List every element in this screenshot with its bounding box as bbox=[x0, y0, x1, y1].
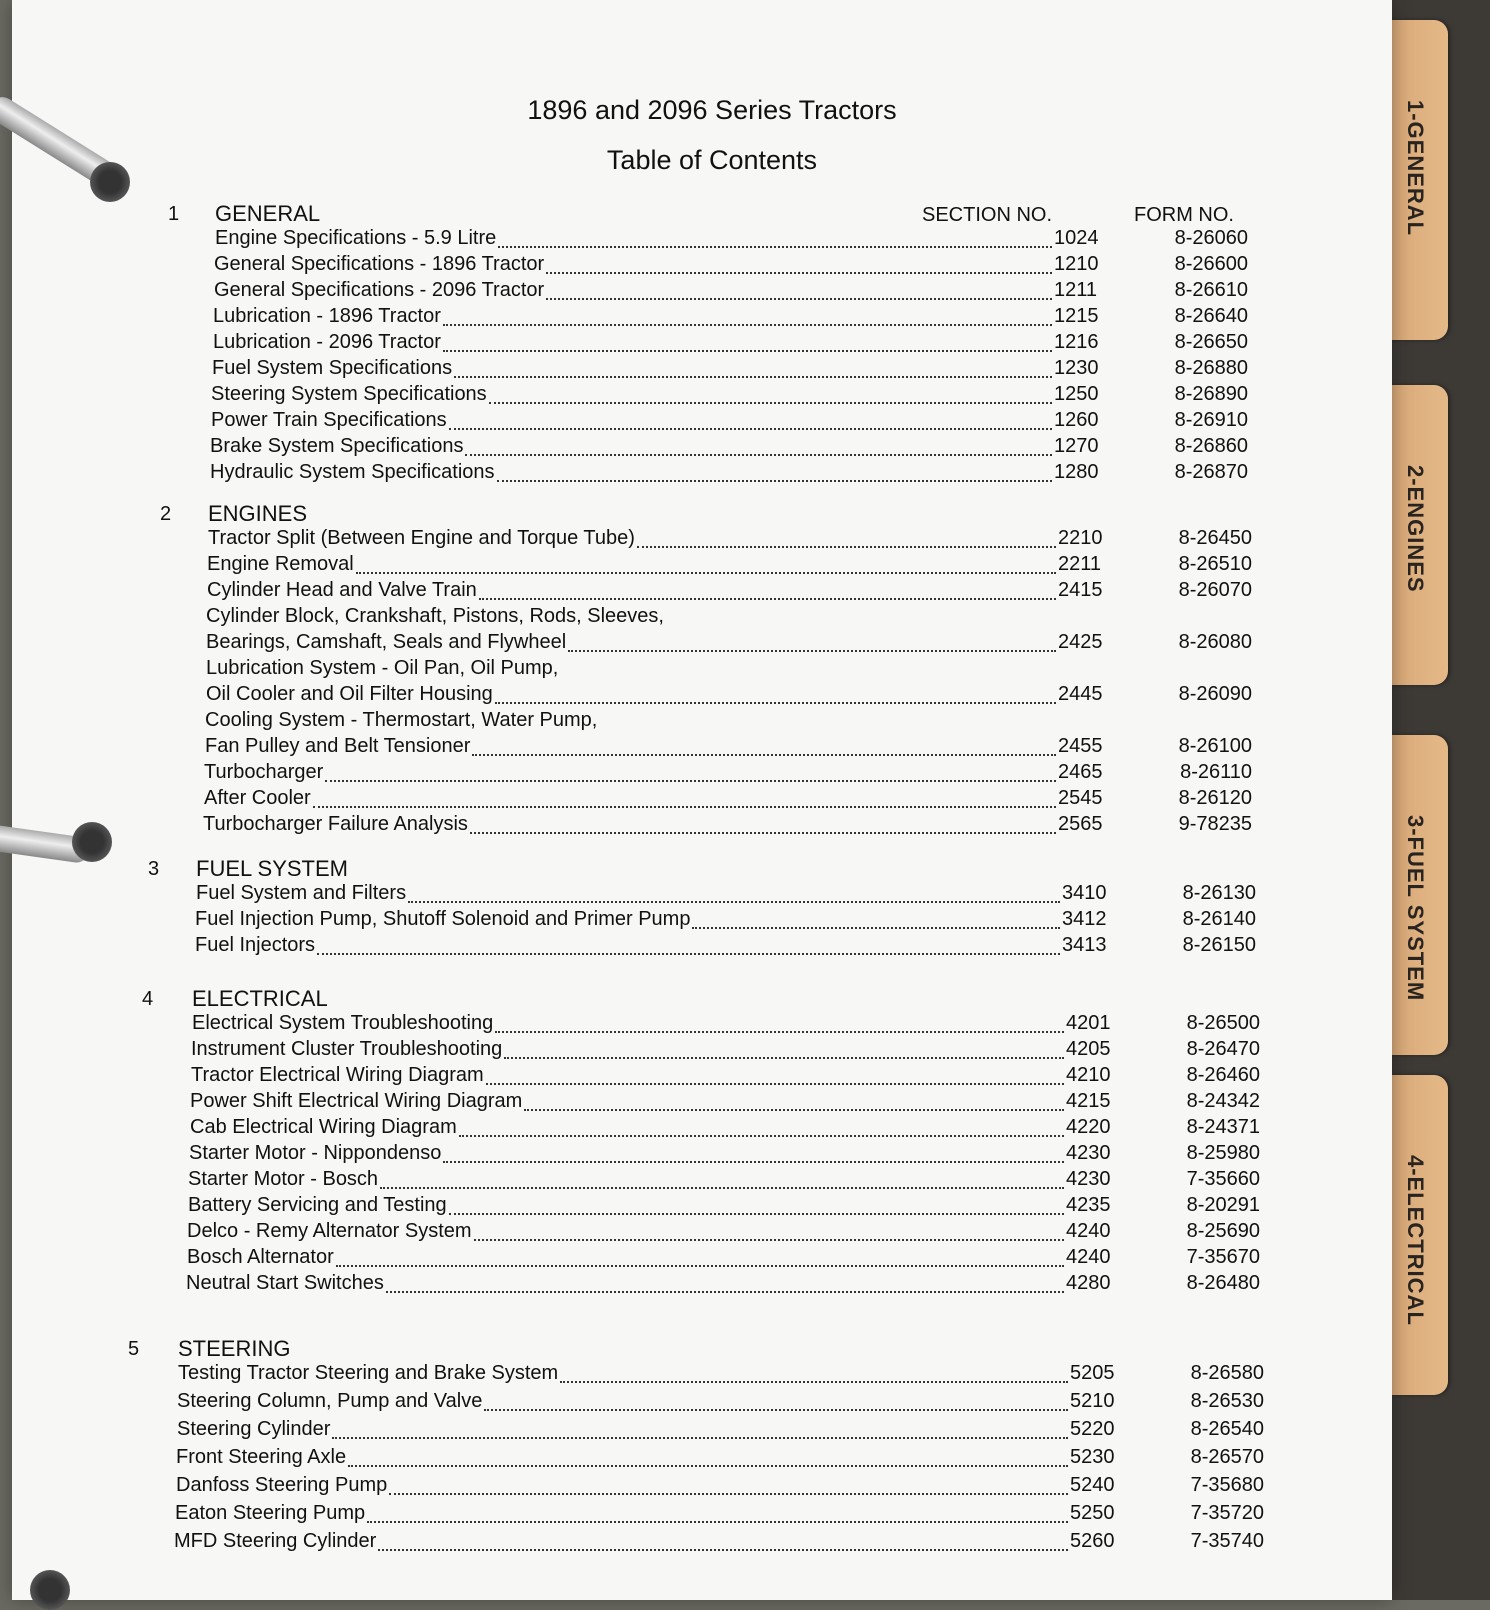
toc-entry[interactable] bbox=[192, 1012, 1260, 1038]
toc-entry-label: Testing Tractor Steering and Brake System bbox=[178, 1362, 559, 1384]
leader-dots bbox=[504, 1043, 1064, 1059]
toc-section-number: 2210 bbox=[1058, 527, 1103, 549]
leader-dots bbox=[692, 913, 1060, 929]
toc-entry[interactable] bbox=[190, 1090, 1260, 1116]
leader-dots bbox=[380, 1173, 1064, 1189]
toc-entry-label: Oil Cooler and Oil Filter Housing bbox=[206, 683, 493, 705]
toc-section-number: 5240 bbox=[1070, 1474, 1115, 1496]
toc-entry-label: Instrument Cluster Troubleshooting bbox=[191, 1038, 503, 1060]
toc-entry-label: Tractor Split (Between Engine and Torque Tube) bbox=[208, 527, 635, 549]
leader-dots bbox=[560, 1367, 1068, 1383]
toc-entry-label-line: Cooling System - Thermostart, Water Pump, bbox=[205, 709, 598, 731]
toc-form-number: 8-26060 bbox=[1174, 227, 1248, 249]
toc-section-number: 3412 bbox=[1062, 908, 1107, 930]
toc-entry-label: Engine Specifications - 5.9 Litre bbox=[215, 227, 497, 249]
leader-dots bbox=[470, 818, 1056, 834]
toc-entry-label: Cylinder Head and Valve Train bbox=[207, 579, 477, 601]
toc-form-number: 8-26500 bbox=[1186, 1012, 1260, 1034]
toc-entry[interactable] bbox=[206, 683, 1252, 709]
toc-entry-label: Turbocharger bbox=[204, 761, 324, 783]
tab-label: 4-ELECTRICAL bbox=[1403, 1155, 1428, 1326]
leader-dots bbox=[348, 1451, 1068, 1467]
toc-form-number: 8-26120 bbox=[1178, 787, 1252, 809]
toc-entry-label: General Specifications - 1896 Tractor bbox=[214, 253, 545, 275]
toc-entry[interactable] bbox=[187, 1220, 1260, 1246]
toc-form-number: 8-26860 bbox=[1174, 435, 1248, 457]
toc-entry[interactable] bbox=[186, 1272, 1260, 1298]
toc-entry[interactable] bbox=[211, 409, 1248, 435]
tab-electrical[interactable] bbox=[1388, 1075, 1448, 1395]
toc-form-number: 8-26090 bbox=[1178, 683, 1252, 705]
toc-entry[interactable] bbox=[177, 1390, 1264, 1416]
tab-label: 3-FUEL SYSTEM bbox=[1403, 815, 1428, 1002]
tab-label: 2-ENGINES bbox=[1403, 465, 1428, 593]
toc-entry-label: After Cooler bbox=[204, 787, 311, 809]
leader-dots bbox=[317, 939, 1060, 955]
toc-form-number: 7-35670 bbox=[1186, 1246, 1260, 1268]
toc-section-number: 2425 bbox=[1058, 631, 1103, 653]
toc-entry[interactable] bbox=[178, 1362, 1264, 1388]
document-title: 1896 and 2096 Series Tractors bbox=[527, 95, 897, 125]
toc-entry[interactable] bbox=[191, 1038, 1260, 1064]
leader-dots bbox=[524, 1095, 1064, 1111]
toc-form-number: 8-26100 bbox=[1178, 735, 1252, 757]
toc-section-number: 4205 bbox=[1066, 1038, 1111, 1060]
toc-form-number: 9-78235 bbox=[1178, 813, 1252, 835]
toc-entry-label: Bearings, Camshaft, Seals and Flywheel bbox=[206, 631, 567, 653]
toc-entry-label: Delco - Remy Alternator System bbox=[187, 1220, 472, 1242]
toc-form-number: 8-26110 bbox=[1180, 761, 1252, 783]
toc-section-number: 4201 bbox=[1066, 1012, 1111, 1034]
toc-entry[interactable] bbox=[208, 527, 1252, 553]
toc-form-number: 8-24371 bbox=[1186, 1116, 1260, 1138]
toc-entry-label: Starter Motor - Nippondenso bbox=[189, 1142, 442, 1164]
tab-label: 1-GENERAL bbox=[1403, 100, 1428, 237]
leader-dots bbox=[356, 558, 1056, 574]
toc-form-number: 8-26650 bbox=[1174, 331, 1248, 353]
leader-dots bbox=[336, 1251, 1064, 1267]
toc-form-number: 8-26540 bbox=[1190, 1418, 1264, 1440]
toc-entry-label: Lubrication - 2096 Tractor bbox=[213, 331, 441, 353]
leader-dots bbox=[449, 414, 1052, 430]
toc-section-number: 2415 bbox=[1058, 579, 1103, 601]
toc-form-number: 8-20291 bbox=[1186, 1194, 1260, 1216]
toc-entry[interactable] bbox=[214, 253, 1248, 279]
leader-dots bbox=[443, 1147, 1064, 1163]
toc-entry-label: Fuel System and Filters bbox=[196, 882, 407, 904]
toc-entry[interactable] bbox=[190, 1116, 1260, 1142]
toc-section-number: 4215 bbox=[1066, 1090, 1111, 1112]
toc-entry[interactable] bbox=[205, 735, 1252, 761]
toc-form-number: 7-35740 bbox=[1190, 1530, 1264, 1552]
toc-entry[interactable] bbox=[210, 461, 1248, 487]
toc-entry-label: Steering System Specifications bbox=[211, 383, 487, 405]
toc-entry[interactable] bbox=[214, 279, 1248, 305]
toc-section-number: 4220 bbox=[1066, 1116, 1111, 1138]
toc-entry-label: Fuel Injectors bbox=[195, 934, 316, 956]
toc-form-number: 8-26140 bbox=[1182, 908, 1256, 930]
toc-entry[interactable] bbox=[195, 908, 1256, 934]
toc-entry-label: Starter Motor - Bosch bbox=[188, 1168, 379, 1190]
toc-section-number: 1211 bbox=[1054, 279, 1098, 301]
toc-form-number: 8-26570 bbox=[1190, 1446, 1264, 1468]
toc-section-number: 5210 bbox=[1070, 1390, 1115, 1412]
toc-entry[interactable] bbox=[176, 1446, 1264, 1472]
toc-form-number: 8-26600 bbox=[1174, 253, 1248, 275]
toc-entry[interactable] bbox=[187, 1246, 1260, 1272]
toc-entry-label: Battery Servicing and Testing bbox=[188, 1194, 447, 1216]
toc-section-number: 1280 bbox=[1054, 461, 1099, 483]
toc-section-number: 1210 bbox=[1054, 253, 1099, 275]
leader-dots bbox=[465, 440, 1052, 456]
toc-entry[interactable] bbox=[204, 761, 1252, 787]
leader-dots bbox=[489, 388, 1052, 404]
binder-hole bbox=[30, 1570, 70, 1610]
toc-entry-label: Tractor Electrical Wiring Diagram bbox=[191, 1064, 484, 1086]
toc-entry[interactable] bbox=[174, 1530, 1264, 1556]
toc-section-number: 4230 bbox=[1066, 1142, 1111, 1164]
section-heading: ELECTRICAL bbox=[192, 986, 328, 1011]
leader-dots bbox=[479, 584, 1056, 600]
section-heading: STEERING bbox=[178, 1336, 291, 1361]
section-number: 5 bbox=[128, 1338, 140, 1360]
leader-dots bbox=[386, 1277, 1064, 1293]
toc-entry[interactable] bbox=[215, 227, 1248, 253]
section-number: 4 bbox=[142, 988, 154, 1010]
toc-entry[interactable] bbox=[213, 305, 1248, 331]
toc-entry[interactable] bbox=[188, 1168, 1260, 1194]
toc-section-number: 4235 bbox=[1066, 1194, 1111, 1216]
toc-section-number: 4230 bbox=[1066, 1168, 1111, 1190]
toc-section-number: 1216 bbox=[1054, 331, 1099, 353]
toc-form-number: 8-26450 bbox=[1178, 527, 1252, 549]
toc-form-number: 8-26460 bbox=[1186, 1064, 1260, 1086]
toc-form-number: 8-26480 bbox=[1186, 1272, 1260, 1294]
toc-entry-label: Fan Pulley and Belt Tensioner bbox=[205, 735, 471, 757]
leader-dots bbox=[546, 258, 1052, 274]
toc-section-number: 4240 bbox=[1066, 1220, 1111, 1242]
toc-section-number: 5250 bbox=[1070, 1502, 1115, 1524]
toc-entry-label: Steering Cylinder bbox=[177, 1418, 331, 1440]
column-header-form: FORM NO. bbox=[1134, 204, 1234, 226]
toc-section-number: 1215 bbox=[1054, 305, 1099, 327]
toc-section-number: 2545 bbox=[1058, 787, 1103, 809]
toc-entry[interactable] bbox=[177, 1418, 1264, 1444]
toc-entry-label-line: Cylinder Block, Crankshaft, Pistons, Rods, Sleeves, bbox=[206, 605, 664, 627]
toc-section-number: 4240 bbox=[1066, 1246, 1111, 1268]
leader-dots bbox=[389, 1479, 1068, 1495]
toc-form-number: 8-26530 bbox=[1190, 1390, 1264, 1412]
toc-entry[interactable] bbox=[188, 1194, 1260, 1220]
leader-dots bbox=[443, 336, 1052, 352]
toc-section-number: 2455 bbox=[1058, 735, 1103, 757]
binder-hole bbox=[72, 822, 112, 862]
toc-form-number: 8-26080 bbox=[1178, 631, 1252, 653]
toc-entry-label: Brake System Specifications bbox=[210, 435, 464, 457]
section-number: 2 bbox=[160, 503, 172, 525]
leader-dots bbox=[637, 532, 1056, 548]
toc-form-number: 8-26880 bbox=[1174, 357, 1248, 379]
toc-section-number: 2211 bbox=[1058, 553, 1102, 575]
toc-form-number: 7-35720 bbox=[1190, 1502, 1264, 1524]
toc-entry[interactable] bbox=[211, 383, 1248, 409]
toc-form-number: 8-26510 bbox=[1178, 553, 1252, 575]
binder-hole bbox=[90, 162, 130, 202]
leader-dots bbox=[486, 1069, 1064, 1085]
section-heading: GENERAL bbox=[215, 201, 321, 226]
toc-entry[interactable] bbox=[189, 1142, 1260, 1168]
toc-section-number: 2565 bbox=[1058, 813, 1103, 835]
toc-form-number: 8-26610 bbox=[1174, 279, 1248, 301]
toc-entry-label-line: Lubrication System - Oil Pan, Oil Pump, bbox=[206, 657, 559, 679]
toc-section-number: 2465 bbox=[1058, 761, 1103, 783]
leader-dots bbox=[474, 1225, 1064, 1241]
toc-entry[interactable] bbox=[204, 787, 1252, 813]
toc-form-number: 8-24342 bbox=[1186, 1090, 1260, 1112]
leader-dots bbox=[378, 1535, 1068, 1551]
toc-section-number: 1260 bbox=[1054, 409, 1099, 431]
toc-form-number: 8-26870 bbox=[1174, 461, 1248, 483]
leader-dots bbox=[313, 792, 1056, 808]
toc-section-number: 3410 bbox=[1062, 882, 1107, 904]
leader-dots bbox=[325, 766, 1056, 782]
document-page bbox=[12, 0, 1392, 1600]
leader-dots bbox=[443, 310, 1052, 326]
toc-entry-label: Bosch Alternator bbox=[187, 1246, 334, 1268]
toc-form-number: 7-35660 bbox=[1186, 1168, 1260, 1190]
toc-form-number: 8-25690 bbox=[1186, 1220, 1260, 1242]
leader-dots bbox=[546, 284, 1052, 300]
toc-section-number: 1230 bbox=[1054, 357, 1099, 379]
toc-entry-label: Danfoss Steering Pump bbox=[176, 1474, 388, 1496]
toc-section-number: 1024 bbox=[1054, 227, 1099, 249]
toc-entry-label: Fuel System Specifications bbox=[212, 357, 453, 379]
toc-entry[interactable] bbox=[175, 1502, 1264, 1528]
toc-entry-label: Power Train Specifications bbox=[211, 409, 447, 431]
leader-dots bbox=[408, 887, 1060, 903]
leader-dots bbox=[484, 1395, 1068, 1411]
toc-entry-label: General Specifications - 2096 Tractor bbox=[214, 279, 545, 301]
leader-dots bbox=[367, 1507, 1068, 1523]
leader-dots bbox=[454, 362, 1052, 378]
toc-section-number: 5230 bbox=[1070, 1446, 1115, 1468]
toc-entry-label: Eaton Steering Pump bbox=[175, 1502, 366, 1524]
toc-entry-label: Front Steering Axle bbox=[176, 1446, 347, 1468]
section-heading: FUEL SYSTEM bbox=[196, 856, 348, 881]
leader-dots bbox=[449, 1199, 1064, 1215]
toc-entry-label: Electrical System Troubleshooting bbox=[192, 1012, 494, 1034]
toc-entry[interactable] bbox=[207, 553, 1252, 579]
toc-section-number: 1270 bbox=[1054, 435, 1099, 457]
toc-entry[interactable] bbox=[206, 631, 1252, 657]
toc-section-number: 5205 bbox=[1070, 1362, 1115, 1384]
section-number: 3 bbox=[148, 858, 160, 880]
toc-entry[interactable] bbox=[213, 331, 1248, 357]
toc-section-number: 4280 bbox=[1066, 1272, 1111, 1294]
toc-section-number: 4210 bbox=[1066, 1064, 1111, 1086]
toc-entry-label: Hydraulic System Specifications bbox=[210, 461, 495, 483]
toc-entry[interactable] bbox=[203, 813, 1252, 839]
toc-entry-label: Cab Electrical Wiring Diagram bbox=[190, 1116, 457, 1138]
toc-form-number: 8-26470 bbox=[1186, 1038, 1260, 1060]
leader-dots bbox=[498, 232, 1052, 248]
toc-form-number: 8-26070 bbox=[1178, 579, 1252, 601]
leader-dots bbox=[332, 1423, 1068, 1439]
toc-section-number: 2445 bbox=[1058, 683, 1103, 705]
toc-entry-label: MFD Steering Cylinder bbox=[174, 1530, 377, 1552]
toc-form-number: 8-26130 bbox=[1182, 882, 1256, 904]
toc-section-number: 5260 bbox=[1070, 1530, 1115, 1552]
toc-entry[interactable] bbox=[191, 1064, 1260, 1090]
toc-form-number: 8-25980 bbox=[1186, 1142, 1260, 1164]
toc-section-number: 5220 bbox=[1070, 1418, 1115, 1440]
toc-entry[interactable] bbox=[210, 435, 1248, 461]
toc-entry-label: Engine Removal bbox=[207, 553, 354, 575]
toc-form-number: 8-26910 bbox=[1174, 409, 1248, 431]
section-heading: ENGINES bbox=[208, 501, 308, 526]
toc-entry[interactable] bbox=[176, 1474, 1264, 1500]
document-subtitle: Table of Contents bbox=[606, 145, 818, 175]
section-number: 1 bbox=[168, 203, 180, 225]
toc-entry-label: Fuel Injection Pump, Shutoff Solenoid and Primer Pump bbox=[195, 908, 691, 930]
toc-section-number: 1250 bbox=[1054, 383, 1099, 405]
toc-form-number: 7-35680 bbox=[1190, 1474, 1264, 1496]
tab-engines[interactable] bbox=[1388, 385, 1448, 685]
toc-entry-label: Power Shift Electrical Wiring Diagram bbox=[190, 1090, 523, 1112]
toc-form-number: 8-26580 bbox=[1190, 1362, 1264, 1384]
toc-entry-label: Neutral Start Switches bbox=[186, 1272, 384, 1294]
toc-entry[interactable] bbox=[212, 357, 1248, 383]
leader-dots bbox=[497, 466, 1052, 482]
tab-general[interactable] bbox=[1388, 20, 1448, 340]
leader-dots bbox=[472, 740, 1056, 756]
toc-form-number: 8-26150 bbox=[1182, 934, 1256, 956]
leader-dots bbox=[495, 1017, 1064, 1033]
toc-entry-label: Turbocharger Failure Analysis bbox=[203, 813, 468, 835]
column-header-section: SECTION NO. bbox=[922, 204, 1053, 226]
leader-dots bbox=[495, 688, 1056, 704]
leader-dots bbox=[568, 636, 1056, 652]
toc-form-number: 8-26640 bbox=[1174, 305, 1248, 327]
toc-entry-label: Steering Column, Pump and Valve bbox=[177, 1390, 483, 1412]
toc-entry-label: Lubrication - 1896 Tractor bbox=[213, 305, 441, 327]
tab-fuel-system[interactable] bbox=[1388, 735, 1448, 1055]
toc-entry[interactable] bbox=[195, 934, 1256, 960]
leader-dots bbox=[459, 1121, 1064, 1137]
toc-entry[interactable] bbox=[207, 579, 1252, 605]
toc-form-number: 8-26890 bbox=[1174, 383, 1248, 405]
toc-entry[interactable] bbox=[196, 882, 1256, 908]
toc-section-number: 3413 bbox=[1062, 934, 1107, 956]
